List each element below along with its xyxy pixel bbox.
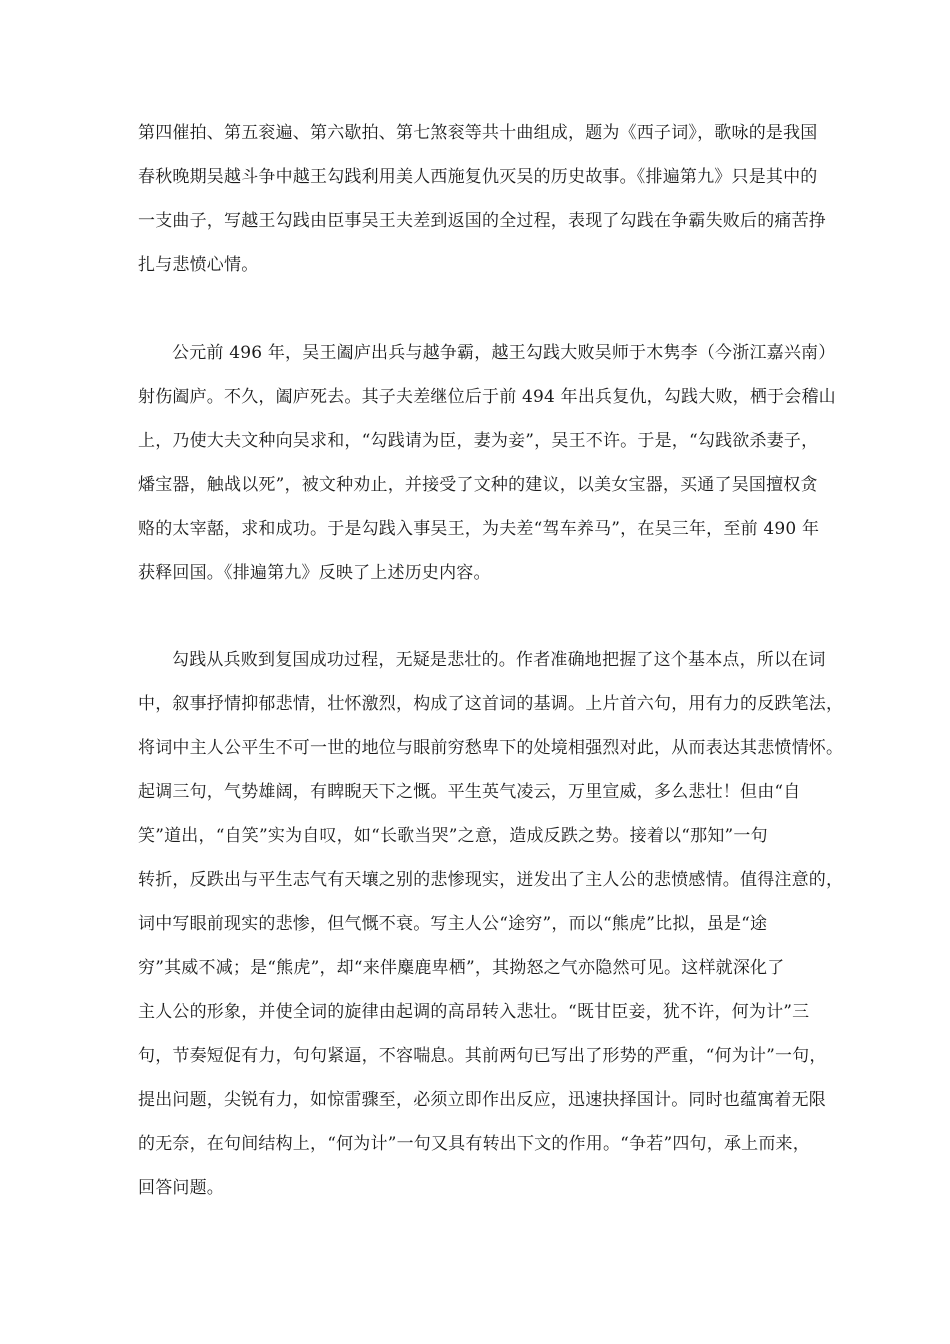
text-line: 回答问题。 (138, 1178, 224, 1198)
text-line: 射伤阖庐。不久，阖庐死去。其子夫差继位后于前 494 年出兵复仇，勾践大败，栖于会稽山 (138, 387, 836, 407)
text-line: 将词中主人公平生不可一世的地位与眼前穷愁卑下的处境相强烈对此，从而表达其悲愤情怀。 (138, 738, 844, 758)
text-line: 燔宝器，触战以死”，被文种劝止，并接受了文种的建议，以美女宝器，买通了吴国擅权贪 (138, 475, 818, 495)
text-line: 句，节奏短促有力，句句紧逼，不容喘息。其前两句已写出了形势的严重，“何为计”一句， (138, 1046, 827, 1066)
text-line: 赂的太宰嚭，求和成功。于是勾践入事吴王，为夫差“驾车养马”，在吴三年，至前 490 年 (138, 519, 820, 539)
text-line: 中，叙事抒情抑郁悲情，壮怀激烈，构成了这首词的基调。上片首六句，用有力的反跌笔法， (138, 694, 844, 714)
text-line: 勾践从兵败到复国成功过程，无疑是悲壮的。作者准确地把握了这个基本点，所以在词 (172, 650, 826, 670)
text-line: 获释回国。《排遍第九》反映了上述历史内容。 (138, 563, 491, 583)
text-line: 的无奈，在句间结构上，“何为计”一句又具有转出下文的作用。“争若”四句，承上而来， (138, 1134, 810, 1154)
text-line: 穷”其威不减；是“熊虎”，却“来伴麋鹿卑栖”，其拗怒之气亦隐然可见。这样就深化了 (138, 958, 785, 978)
text-line: 公元前 496 年，吴王阖庐出兵与越争霸，越王勾践大败吴师于木隽李（今浙江嘉兴南） (172, 343, 836, 363)
text-line: 词中写眼前现实的悲惨，但气慨不衰。写主人公“途穷”，而以“熊虎”比拟，虽是“途 (138, 914, 768, 934)
text-line: 第四催拍、第五衮遍、第六歇拍、第七煞衮等共十曲组成，题为《西子词》，歌咏的是我国 (138, 123, 818, 143)
text-line: 扎与悲愤心情。 (138, 255, 259, 275)
text-line: 提出问题，尖锐有力，如惊雷骤至，必须立即作出反应，迅速抉择国计。同时也蕴寓着无限 (138, 1090, 826, 1110)
text-line: 春秋晚期吴越斗争中越王勾践利用美人西施复仇灭吴的历史故事。《排遍第九》只是其中的 (138, 167, 818, 187)
text-line: 转折，反跌出与平生志气有天壤之别的悲惨现实，迸发出了主人公的悲愤感情。值得注意的， (138, 870, 844, 890)
text-line: 主人公的形象，并使全词的旋律由起调的高昂转入悲壮。“既甘臣妾，犹不许，何为计”三 (138, 1002, 810, 1022)
text-line: 上，乃使大夫文种向吴求和，“勾践请为臣，妻为妾”，吴王不许。于是，“勾践欲杀妻子， (138, 431, 819, 451)
text-line: 笑”道出，“自笑”实为自叹，如“长歌当哭”之意，造成反跌之势。接着以“那知”一句 (138, 826, 768, 846)
text-line: 起调三句，气势雄阔，有睥睨天下之慨。平生英气凌云，万里宣威，多么悲壮！但由“自 (138, 782, 801, 802)
text-line: 一支曲子，写越王勾践由臣事吴王夫差到返国的全过程，表现了勾践在争霸失败后的痛苦挣 (138, 211, 826, 231)
